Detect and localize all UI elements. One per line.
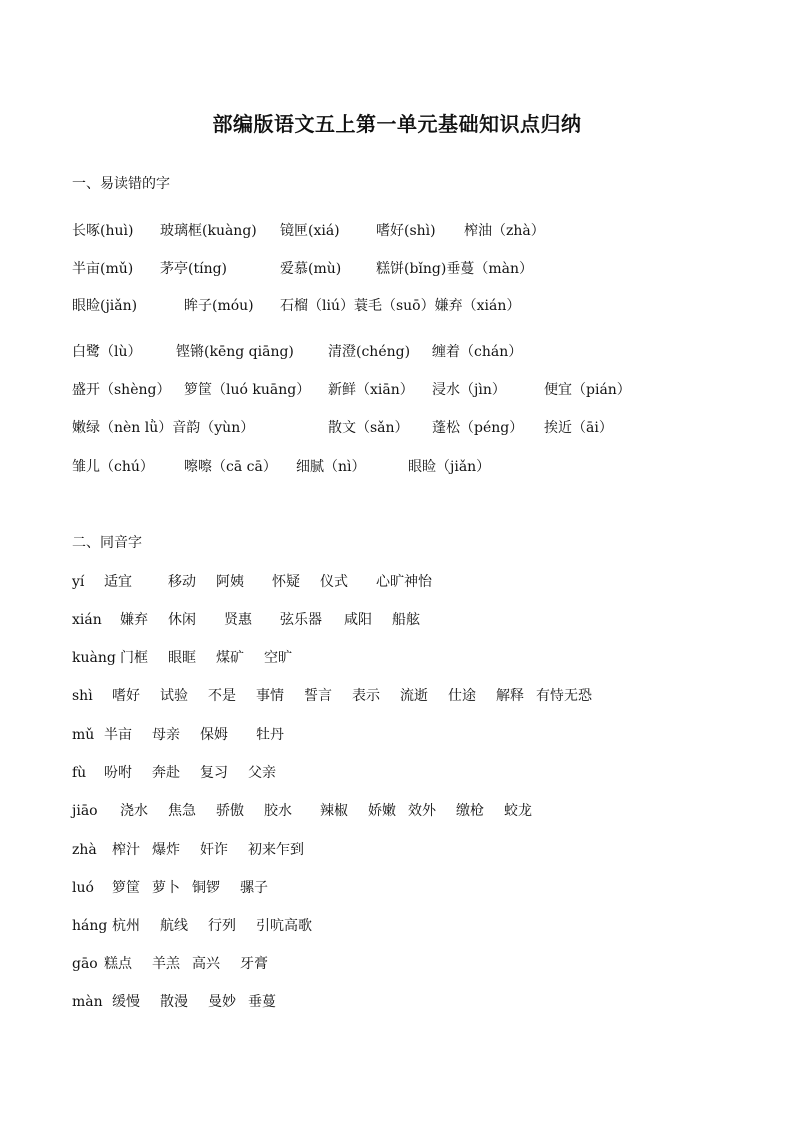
word-item: 浸水（jìn） [432,382,506,398]
homophone-row [72,801,772,821]
misread-row [72,221,772,241]
word-item: 眼睑(jiǎn) [72,298,138,314]
homophone-row [72,840,772,860]
word-item: 事情 [256,688,284,704]
pinyin-label: luó [72,880,94,896]
word-item: 便宜（pián） [544,382,631,398]
word-item: 引吭高歌 [256,918,312,934]
word-item: 杭州 [112,918,140,934]
document-title: 部编版语文五上第一单元基础知识点归纳 [212,112,582,136]
word-item: 镜匣(xiá) [280,223,340,239]
word-item: 眸子(móu) [184,298,254,314]
word-item: 阿姨 [216,574,244,590]
homophone-row [72,763,772,783]
word-item: 箩筐（luó kuāng） [184,382,311,398]
word-item: 心旷神怡 [376,574,432,590]
word-item: 娇嫩 [368,803,396,819]
section-heading-misread-characters: 一、易读错的字 [72,176,170,192]
pinyin-label: shì [72,688,93,704]
word-item: 箩筐 [112,880,140,896]
pinyin-label: kuàng [72,650,116,666]
word-item: 休闲 [168,612,196,628]
homophone-row [72,572,772,592]
word-item: 长啄(huì) [72,223,134,239]
word-item: 爱慕(mù) [280,261,342,277]
word-item: 保姆 [200,727,228,743]
homophone-row [72,916,772,936]
word-item: 流逝 [400,688,428,704]
word-item: 嫩绿（nèn lǜ）音韵（yùn） [72,420,255,436]
word-item: 胶水 [264,803,292,819]
word-item: 誓言 [304,688,332,704]
word-item: 奔赴 [152,765,180,781]
word-item: 复习 [200,765,228,781]
word-item: 骡子 [240,880,268,896]
homophone-row [72,954,772,974]
word-item: 父亲 [248,765,276,781]
pinyin-label: gāo [72,956,98,972]
word-item: 咸阳 [344,612,372,628]
word-item: 嗜好 [112,688,140,704]
word-item: 吩咐 [104,765,132,781]
word-item: 榨汁 [112,842,140,858]
homophone-row [72,992,772,1012]
homophone-row [72,878,772,898]
word-item: 半亩 [104,727,132,743]
word-item: 盛开（shèng） [72,382,171,398]
word-item: 航线 [160,918,188,934]
word-item: 嫌弃 [120,612,148,628]
misread-row [72,380,772,400]
word-item: 试验 [160,688,188,704]
word-item: 糕点 [104,956,132,972]
word-item: 萝卜 [152,880,180,896]
word-item: 榨油（zhà） [464,223,545,239]
word-item: 船舷 [392,612,420,628]
word-item: 铜锣 [192,880,220,896]
word-item: 垂蔓 [248,994,276,1010]
word-item: 蛟龙 [504,803,532,819]
misread-row [72,418,772,438]
word-item: 表示 [352,688,380,704]
homophone-row [72,686,772,706]
homophone-row [72,648,772,668]
word-item: 嚓嚓（cā cā） [184,459,277,475]
pinyin-label: fù [72,765,87,781]
pinyin-label: jiāo [72,803,98,819]
word-item: 奸诈 [200,842,228,858]
word-item: 缴枪 [456,803,484,819]
word-item: 缓慢 [112,994,140,1010]
word-item: 羊羔 [152,956,180,972]
word-item: 散文（sǎn） [328,420,409,436]
word-item: 爆炸 [152,842,180,858]
word-item: 解释 [496,688,524,704]
word-item: 煤矿 [216,650,244,666]
word-item: 眼睑（jiǎn） [408,459,491,475]
homophone-row [72,725,772,745]
word-item: 石榴（liú）蓑毛（suō）嫌弃（xián） [280,298,521,314]
word-item: 铿锵(kēng qiāng) [176,344,294,360]
word-item: 不是 [208,688,236,704]
word-item: 门框 [120,650,148,666]
word-item: 骄傲 [216,803,244,819]
word-item: 辣椒 [320,803,348,819]
word-item: 有恃无恐 [536,688,592,704]
word-item: 白鹭（lù） [72,344,142,360]
homophone-row [72,610,772,630]
misread-row [72,296,772,316]
pinyin-label: màn [72,994,103,1010]
misread-row [72,259,772,279]
word-item: 曼妙 [208,994,236,1010]
word-item: 仕途 [448,688,476,704]
word-item: 散漫 [160,994,188,1010]
word-item: 挨近（āi） [544,420,613,436]
word-item: 贤惠 [224,612,252,628]
word-item: 嗜好(shì) [376,223,436,239]
word-item: 半亩(mǔ) [72,261,134,277]
pinyin-label: xián [72,612,102,628]
word-item: 眼眶 [168,650,196,666]
pinyin-label: zhà [72,842,97,858]
word-item: 仪式 [320,574,348,590]
pinyin-label: yí [72,574,85,590]
word-item: 浇水 [120,803,148,819]
word-item: 玻璃框(kuàng) [160,223,257,239]
word-item: 行列 [208,918,236,934]
misread-row [72,342,772,362]
word-item: 雏儿（chú） [72,459,154,475]
section-heading-homophones: 二、同音字 [72,535,142,551]
word-item: 母亲 [152,727,180,743]
word-item: 移动 [168,574,196,590]
word-item: 茅亭(tíng) [160,261,228,277]
word-item: 细腻（nì） [296,459,366,475]
word-item: 牙膏 [240,956,268,972]
word-item: 新鲜（xiān） [328,382,414,398]
word-item: 怀疑 [272,574,300,590]
word-item: 初来乍到 [248,842,304,858]
word-item: 效外 [408,803,436,819]
word-item: 蓬松（péng） [432,420,524,436]
pinyin-label: háng [72,918,108,934]
pinyin-label: mǔ [72,727,95,743]
word-item: 糕饼(bǐng)垂蔓（màn） [376,261,533,277]
misread-row [72,457,772,477]
word-item: 高兴 [192,956,220,972]
word-item: 适宜 [104,574,132,590]
word-item: 空旷 [264,650,292,666]
word-item: 缠着（chán） [432,344,523,360]
word-item: 清澄(chéng) [328,344,411,360]
word-item: 牡丹 [256,727,284,743]
word-item: 弦乐器 [280,612,322,628]
word-item: 焦急 [168,803,196,819]
